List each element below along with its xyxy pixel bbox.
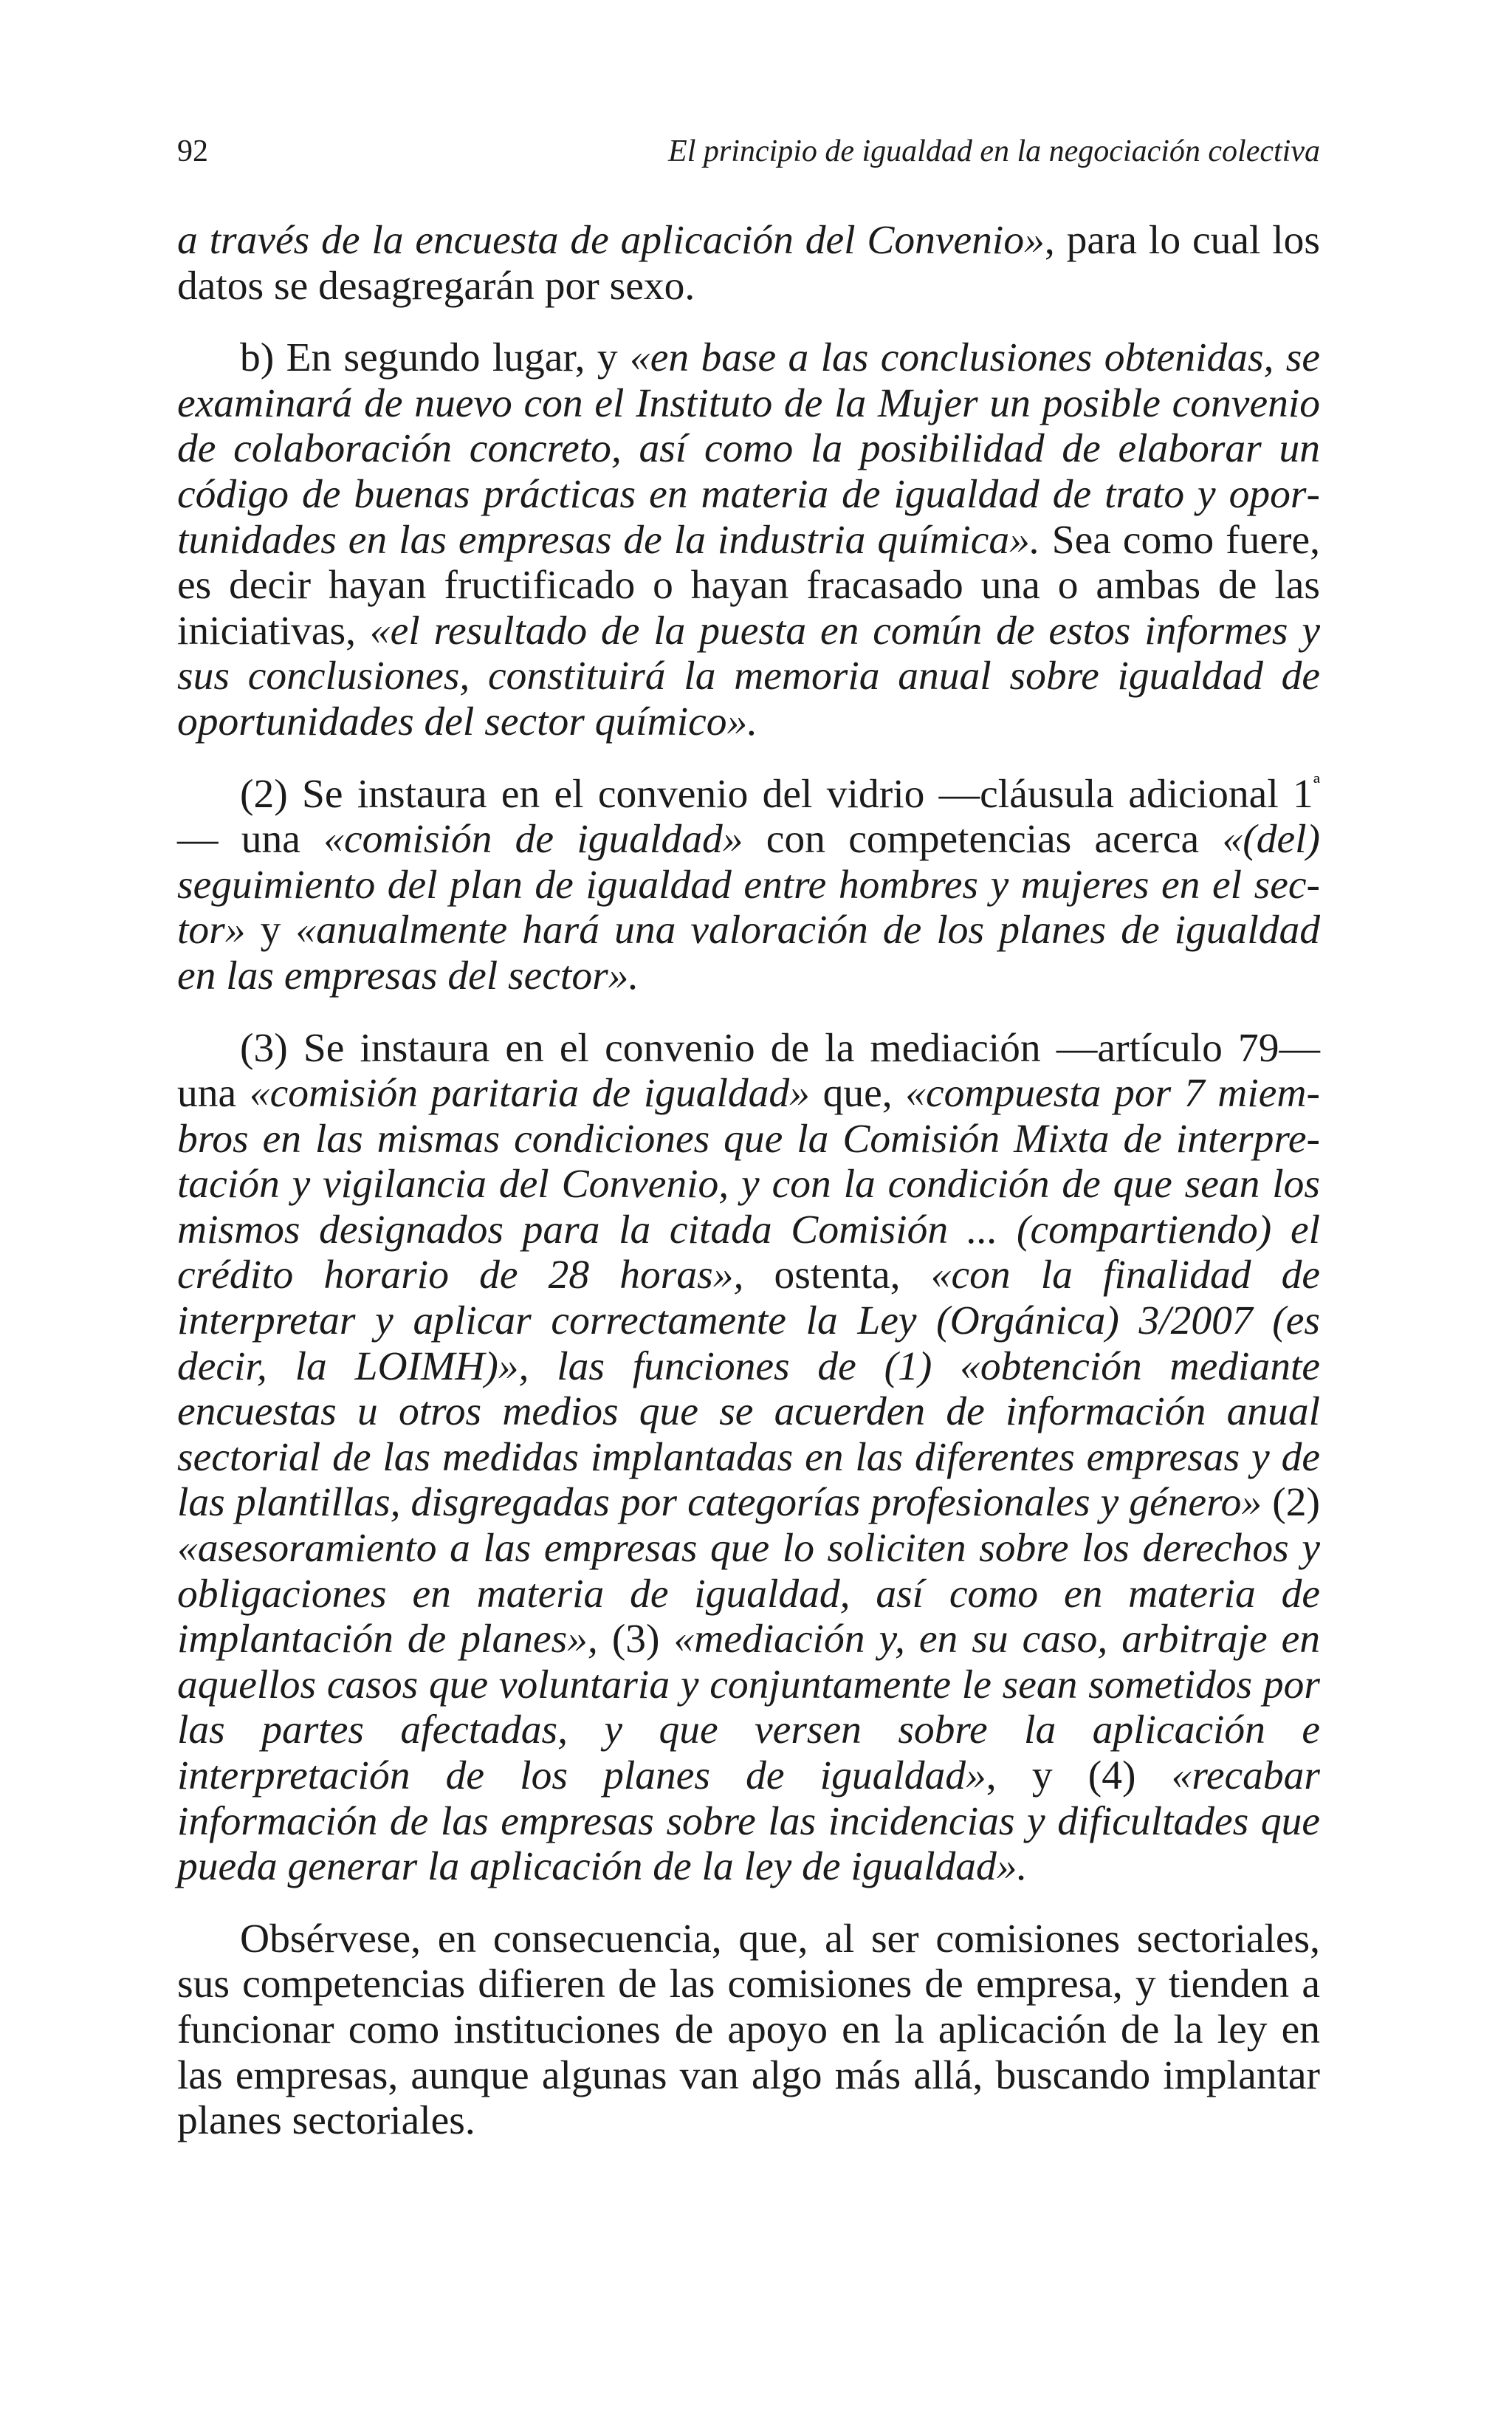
text-run: con competencias acerca [743,817,1223,863]
page-number: 92 [177,134,208,168]
quote-text: «comisión de igualdad» [323,817,743,863]
text-run: (3) Se instaura en el convenio de la mediación —artículo 79— una [177,1025,1320,1117]
text-run: — una [177,817,324,863]
paragraph-continuation [177,218,1320,309]
text-run: (2) [1262,1480,1321,1526]
running-title: El principio de igualdad en la negociación colectiva [668,134,1320,168]
text-run: b) En segundo lugar, y [240,335,630,381]
quote-text: a través de la encuesta de aplicación del Convenio» [177,218,1045,263]
text-run: ostenta, [743,1253,931,1298]
quote-text: «con la finalidad de interpretar y aplicar correctamente la Ley (Orgánica) 3/2007 (es decir, la LOIMH)», las funciones de (1) «obtención mediante encuestas u otros medios que se acuerden de información anual sectorial de las medidas implantadas en las diferentes empresas y de las plantillas, disgregadas por categorías profesionales y género» [177,1253,1320,1526]
quote-text: «compuesta por 7 miembros en las mismas condiciones que la Comisión Mixta de interpretación y vigilancia del Convenio, y con la condición de que sean los mismos designados para la citada Comisión ... (compartiendo) el crédito horario de 28 horas», [177,1071,1320,1298]
text-run: , para lo cual los datos se desagregarán por sexo. [177,218,1320,309]
quote-text: «asesoramiento a las empresas que lo soliciten sobre los derechos y obligaciones en materia de igualdad, así como en materia de implantación de planes», [177,1526,1320,1662]
paragraph-2 [177,772,1320,999]
running-header [177,129,1320,174]
quote-text: «anualmente hará una valoración de los planes de igualdad en las empresas del sector». [177,908,1320,998]
paragraph-conclusion [177,1916,1320,2144]
quote-text: «el resultado de la puesta en común de estos informes y sus conclusiones, constituirá la memoria anual sobre igualdad de oportunidades del sector químico». [177,608,1320,744]
quote-text: «(del) seguimiento del plan de igualdad entre hombres y mujeres en el sector» [177,817,1321,953]
quote-text: «en base a las conclusiones obtenidas, se examinará de nuevo con el Instituto de la Mujer un posible convenio de colaboración concreto, así como la posibilidad de elaborar un código de buenas prácticas en materia de igualdad de trato y oportunidades en las empresas de la industria química». [177,335,1320,563]
text-run: , y (4) [986,1753,1172,1798]
text-run: Sea como fuere, es decir hayan fructificado o hayan fracasado una o ambas de las iniciativas, [177,517,1321,654]
text-run: (2) Se instaura en el convenio del vidrio —cláusula adicional 1 [240,771,1313,817]
text-run: (3) [597,1617,674,1662]
quote-text: «comisión paritaria de igualdad» [249,1071,810,1117]
quote-text: «mediación y, en su caso, arbitraje en aquellos casos que voluntaria y conjuntamente le sean sometidos por las partes afectadas, y que versen sobre la aplicación e interpretación de los planes de igualdad» [177,1617,1320,1798]
paragraph-b [177,335,1320,744]
book-page [177,129,1320,2144]
text-run: que, [809,1071,906,1117]
text-run: y [245,908,296,953]
body-text [177,218,1320,2144]
paragraph-3 [177,1026,1320,1890]
quote-text: «recabar información de las empresas sobre las incidencias y dificultades que pueda generar la aplicación de la ley de igualdad». [177,1753,1320,1890]
text-run: Obsérvese, en consecuencia, que, al ser comisiones sectoriales, sus competencias difieren de las comisiones de empresa, y tienden a funcionar como instituciones de apoyo en la aplicación de la ley en las empresas, aunque algunas van algo más allá, buscando implantar planes sectoriales. [177,1916,1320,2144]
ordinal-superscript: ª [1313,770,1320,798]
